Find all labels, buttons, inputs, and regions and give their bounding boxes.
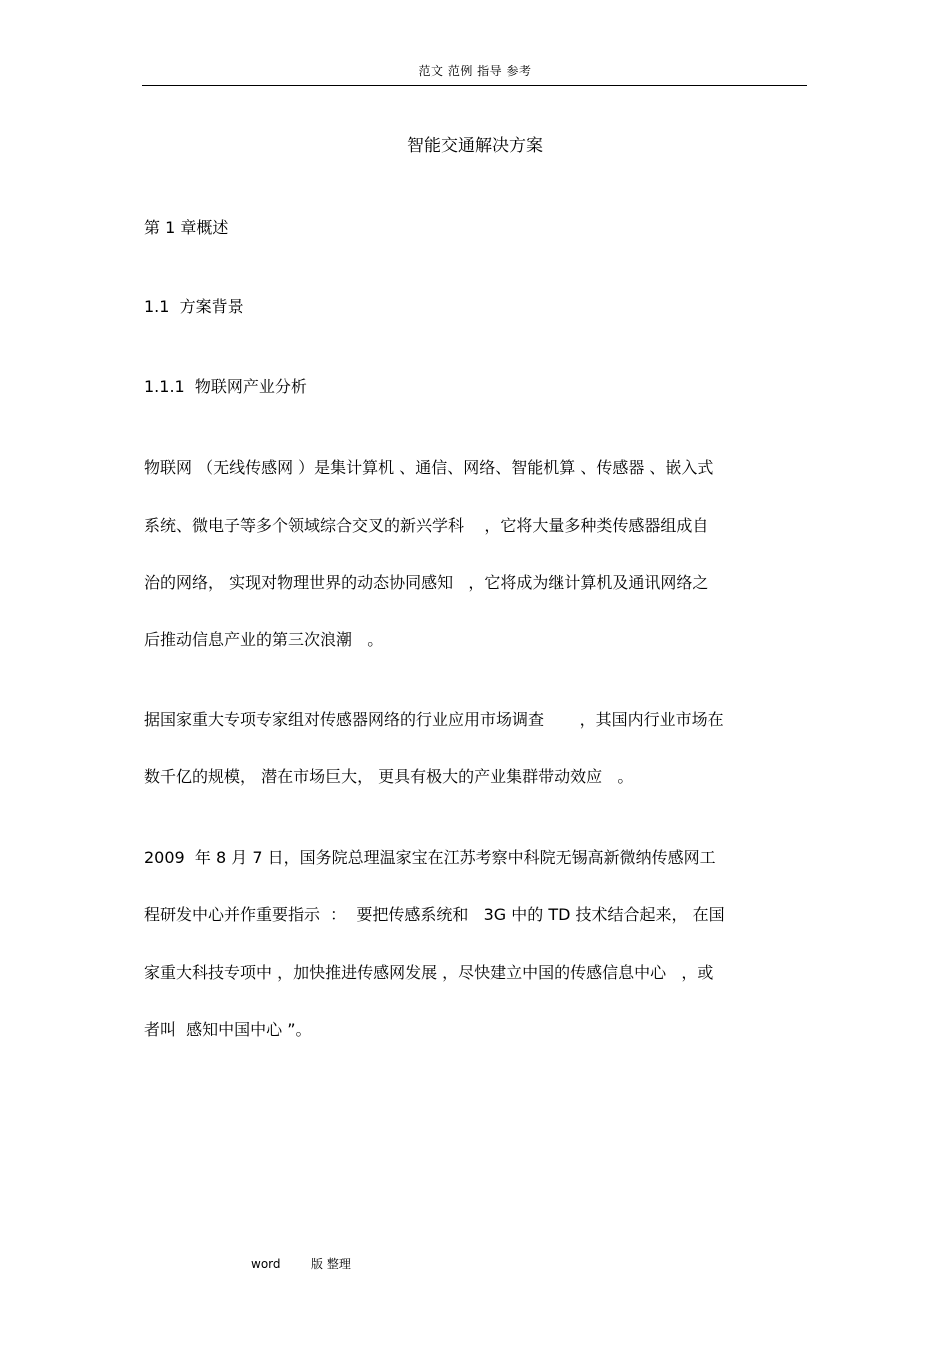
header-divider [142, 85, 807, 86]
paragraph-line: 程研发中心并作重要指示 ： 要把传感系统和 3G 中的 TD 技术结合起来， 在国 [144, 905, 725, 924]
paragraph-line: 家重大科技专项中 ，加快推进传感网发展 ，尽快建立中国的传感信息中心 ，或 [144, 963, 714, 982]
page-header: 范文 范例 指导 参考 [418, 64, 532, 78]
paragraph-line: 系统、微电子等多个领域综合交叉的新兴学科 ，它将大量多种类传感器组成自 [144, 516, 709, 535]
chapter-heading: 第 1 章概述 [144, 218, 229, 237]
page-footer: word 版 整理 [251, 1257, 351, 1271]
paragraph-line: 2009 年 8 月 7 日，国务院总理温家宝在江苏考察中科院无锡高新微纳传感网工 [144, 848, 716, 867]
paragraph-line: 物联网 （无线传感网 ）是集计算机 、通信、网络、智能机算 、传感器 、嵌入式 [144, 458, 714, 477]
section-heading: 1.1 方案背景 [144, 297, 244, 316]
paragraph-line: 数千亿的规模， 潜在市场巨大， 更具有极大的产业集群带动效应 。 [144, 767, 634, 786]
paragraph-line: 据国家重大专项专家组对传感器网络的行业应用市场调查 ，其国内行业市场在 [144, 710, 724, 729]
paragraph-line: 治的网络， 实现对物理世界的动态协同感知 ，它将成为继计算机及通讯网络之 [144, 573, 709, 592]
subsection-heading: 1.1.1 物联网产业分析 [144, 377, 307, 396]
paragraph-line: 后推动信息产业的第三次浪潮 。 [144, 630, 384, 649]
paragraph-line: 者叫 感知中国中心 ”。 [144, 1020, 312, 1039]
document-title: 智能交通解决方案 [407, 136, 543, 156]
